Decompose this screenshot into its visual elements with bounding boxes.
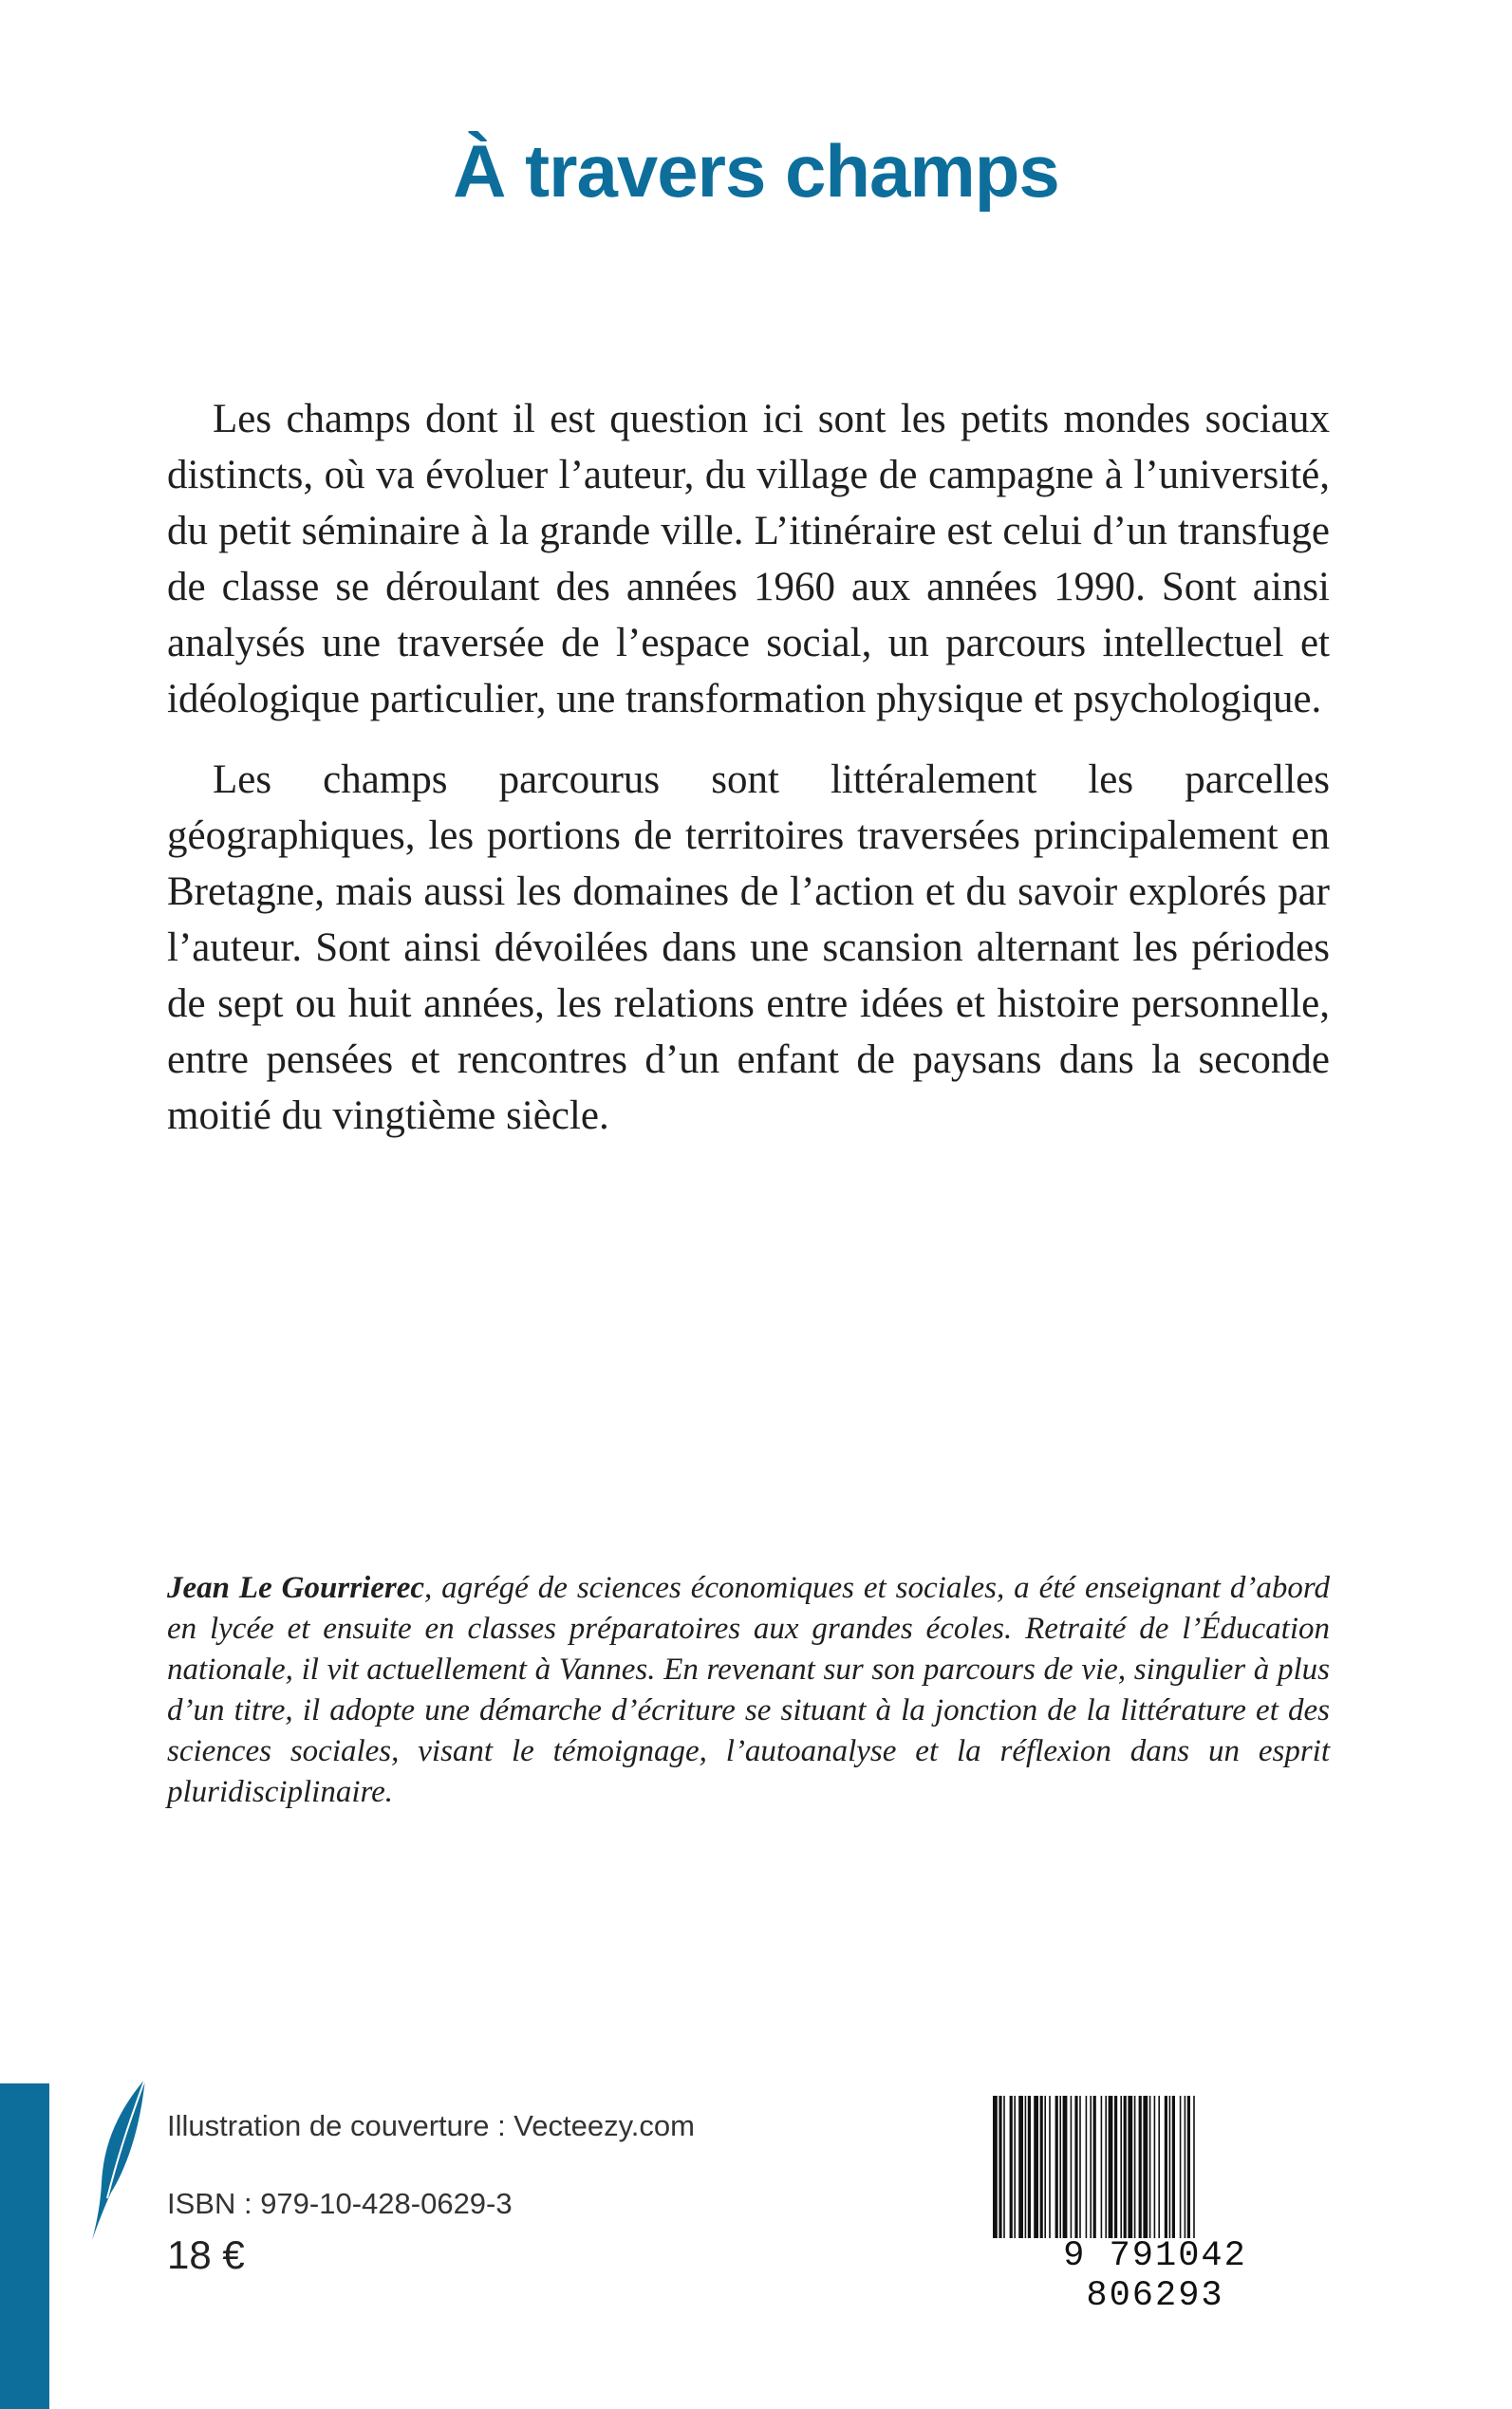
isbn: ISBN : 979-10-428-0629-3 [167,2187,513,2220]
publisher-color-bar [0,2083,49,2409]
isbn-barcode [991,2096,1319,2316]
author-bio-text: , agrégé de sciences économiques et sociales, a été enseignant d’abord en lycée et ensuite en classes préparatoires aux grandes écoles. Retraité de l’Éducation nationale, il vit actuellement à Vannes. En revenant sur son parcours de vie, singulier à plus d’un titre, il adopte une démarche d’écriture se situant à la jonction de la littérature et des sciences sociales, visant le témoignage, l’autoanalyse et la réflexion dans un esprit pluridisciplinaire. [167,1571,1330,1809]
barcode-bar [1028,2096,1031,2238]
barcode-bar [1109,2096,1113,2238]
barcode-bar [1074,2096,1077,2238]
barcode-bar [1114,2096,1117,2238]
barcode-bar [1034,2096,1038,2238]
barcode-bar [1055,2096,1058,2238]
barcode-bar [1025,2096,1027,2238]
illustration-credit: Illustration de couverture : Vecteezy.com [167,2109,695,2142]
barcode-bar [993,2096,998,2238]
barcode-bar [1003,2096,1005,2238]
price: 18 € [167,2232,245,2277]
barcode-bar [1185,2096,1186,2238]
summary-paragraph: Les champs parcourus sont littéralement les parcelles géographiques, les portions de territoires traversées principalement en Bretagne, mais aussi les domaines de l’action et du savoir explorés par l’auteur. Sont ainsi dévoilées dans une scansion alternant les périodes de sept ou huit années, les relations entre idées et histoire personnelle, entre pensées et rencontres d’un enfant de paysans dans la seconde moitié du vingtième siècle. [167,757,1330,1138]
summary-paragraph: Les champs dont il est question ici sont les petits mondes sociaux distincts, où va évoluer l’auteur, du village de campagne à l’université, du petit séminaire à la grande ville. L’itinéraire est celui d’un transfuge de classe se déroulant des années 1960 aux années 1990. Sont ainsi analysés une traversée de l’espace social, un parcours intellectuel et idéologique particulier, une transformation physique et psychologique. [167,397,1330,721]
barcode-bar [1154,2096,1156,2238]
author-name: Jean Le Gourrierec [167,1571,424,1605]
book-summary [167,391,1330,1168]
barcode-bar [1101,2096,1103,2238]
barcode-bar [1139,2096,1142,2238]
barcode-bar [1158,2096,1160,2238]
barcode-number: 9 791042 806293 [1063,2236,1247,2316]
feather-quill-icon [90,2077,149,2243]
barcode-bar [1090,2096,1092,2238]
barcode-bars [991,2096,1319,2238]
barcode-bar [1180,2096,1182,2238]
barcode-bar [1044,2096,1046,2238]
barcode-bar [1128,2096,1132,2238]
barcode-bar [1172,2096,1175,2238]
barcode-bar [1169,2096,1171,2238]
barcode-bar [1086,2096,1088,2238]
barcode-bar [1059,2096,1061,2238]
barcode-bar [1165,2096,1167,2238]
barcode-bar [999,2096,1001,2238]
barcode-bar [1049,2096,1051,2238]
barcode-bar [1124,2096,1127,2238]
barcode-bar [1120,2096,1122,2238]
barcode-bar [1143,2096,1148,2238]
barcode-bar [1071,2096,1073,2238]
barcode-bar [1105,2096,1107,2238]
barcode-bar [1018,2096,1023,2238]
barcode-bar [1079,2096,1081,2238]
barcode-bar [1040,2096,1043,2238]
book-title: À travers champs [453,129,1059,213]
barcode-bar [1063,2096,1068,2238]
barcode-bar [1187,2096,1190,2238]
barcode-bar [1010,2096,1013,2238]
barcode-bar [1014,2096,1016,2238]
barcode-bar [1093,2096,1096,2238]
barcode-bar [1134,2096,1136,2238]
barcode-bar [1149,2096,1151,2238]
author-bio [167,1568,1330,1813]
barcode-bar [1193,2096,1195,2238]
